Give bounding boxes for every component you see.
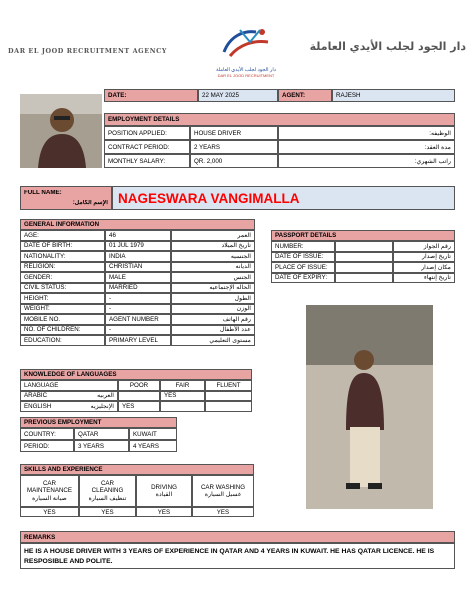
lang-header: POOR bbox=[118, 380, 160, 391]
general-label: GENDER: bbox=[20, 272, 105, 283]
passport-ar: تاريخ إنتهاء bbox=[393, 273, 455, 284]
lang-ar: الإنجليزيه bbox=[90, 402, 114, 410]
general-table bbox=[20, 230, 255, 346]
passport-value bbox=[335, 273, 393, 284]
general-ar: الجنسيه bbox=[171, 251, 255, 262]
agent-label: AGENT: bbox=[278, 89, 332, 102]
skill-name bbox=[136, 475, 192, 507]
lang-en: ENGLISH bbox=[24, 402, 52, 410]
previous-title: PREVIOUS EMPLOYMENT bbox=[20, 417, 177, 428]
date-agent-row bbox=[104, 89, 455, 102]
skill-line-1: DRIVING bbox=[151, 483, 177, 491]
lang-header: FLUENT bbox=[205, 380, 252, 391]
lang-fair bbox=[160, 401, 205, 412]
general-value: MARRIED bbox=[105, 283, 171, 294]
general-ar: الوزن bbox=[171, 304, 255, 315]
passport-value bbox=[335, 241, 393, 252]
employment-title: EMPLOYMENT DETAILS bbox=[104, 113, 455, 126]
full-name-label-box bbox=[20, 186, 112, 210]
previous-table bbox=[20, 428, 177, 452]
general-value: - bbox=[105, 304, 171, 315]
skill-ar: صيانة السيارة bbox=[32, 494, 67, 502]
passport-label: DATE OF ISSUE: bbox=[271, 252, 335, 263]
remarks-text: HE IS A HOUSE DRIVER WITH 3 YEARS OF EXPERIENCE IN QATAR AND 4 YEARS IN KUWAIT. HE HAS QATAR LICENCE. HE IS RESPOSIBLE AND POLITE. bbox=[24, 548, 435, 565]
general-label: DATE OF BIRTH: bbox=[20, 241, 105, 252]
passport-ar: رقم الجواز bbox=[393, 241, 455, 252]
general-ar: العمر bbox=[171, 230, 255, 241]
prev-value: KUWAIT bbox=[129, 428, 177, 440]
general-value: 01 JUL 1979 bbox=[105, 241, 171, 252]
skill-line-2: MAINTENANCE bbox=[26, 487, 73, 495]
passport-label: DATE OF EXPIRY: bbox=[271, 273, 335, 284]
general-label: NO. OF CHILDREN: bbox=[20, 325, 105, 336]
languages-title: KNOWLEDGE OF LANGUAGES bbox=[20, 369, 252, 380]
skill-value: YES bbox=[79, 507, 136, 517]
general-ar: عدد الأطفال bbox=[171, 325, 255, 336]
general-label: EDUCATION: bbox=[20, 335, 105, 346]
general-label: RELIGION: bbox=[20, 262, 105, 273]
passport-label: PLACE OF ISSUE: bbox=[271, 262, 335, 273]
lang-poor: YES bbox=[118, 401, 160, 412]
languages-table bbox=[20, 380, 252, 412]
lang-fair: YES bbox=[160, 391, 205, 402]
skill-ar: غسيل السيارة bbox=[204, 491, 242, 498]
general-value: MALE bbox=[105, 272, 171, 283]
prev-label: PERIOD: bbox=[20, 440, 74, 452]
general-value: - bbox=[105, 293, 171, 304]
skill-value: YES bbox=[136, 507, 192, 517]
emp-ar: الوظيفه: bbox=[278, 126, 455, 140]
prev-value: 4 YEARS bbox=[129, 440, 177, 452]
full-name-label: FULL NAME: bbox=[24, 190, 62, 196]
lang-poor bbox=[118, 391, 160, 402]
emp-value: HOUSE DRIVER bbox=[190, 126, 278, 140]
full-name-value-box bbox=[112, 186, 455, 210]
logo-caption-en: DAR EL JOOD RECRUITMENT bbox=[217, 73, 275, 78]
lang-header: LANGUAGE bbox=[20, 380, 118, 391]
emp-label: POSITION APPLIED: bbox=[104, 126, 190, 140]
general-label: CIVIL STATUS: bbox=[20, 283, 105, 294]
logo-icon bbox=[210, 22, 282, 62]
agent-value: RAJESH bbox=[332, 89, 455, 102]
passport-value bbox=[335, 252, 393, 263]
lang-name bbox=[20, 401, 118, 412]
general-ar: الجنس bbox=[171, 272, 255, 283]
passport-ar: تاريخ إصدار bbox=[393, 252, 455, 263]
skill-line-2: CLEANING bbox=[91, 487, 124, 495]
lang-fluent bbox=[205, 401, 252, 412]
general-value: - bbox=[105, 325, 171, 336]
lang-fluent bbox=[205, 391, 252, 402]
passport-ar: مكان إصدار bbox=[393, 262, 455, 273]
skill-line-1: CAR WASHING bbox=[200, 483, 246, 491]
emp-ar: راتب الشهري: bbox=[278, 154, 455, 168]
logo-caption-ar: دار الجود لجلب الأيدي العاملة bbox=[216, 67, 276, 73]
general-ar: تاريخ الميلاد bbox=[171, 241, 255, 252]
general-label: WEIGHT: bbox=[20, 304, 105, 315]
emp-label: CONTRACT PERIOD: bbox=[104, 140, 190, 154]
full-name-value: NAGESWARA VANGIMALLA bbox=[118, 190, 300, 206]
applicant-photo-small bbox=[20, 94, 102, 168]
general-value: 46 bbox=[105, 230, 171, 241]
lang-ar: العربيه bbox=[97, 392, 114, 400]
skill-line-1: CAR bbox=[100, 480, 115, 488]
prev-label: COUNTRY: bbox=[20, 428, 74, 440]
general-label: NATIONALITY: bbox=[20, 251, 105, 262]
skill-ar: القيادة bbox=[155, 491, 173, 498]
employment-table bbox=[104, 126, 455, 168]
agency-name-ar: دار الجود لجلب الأيدي العاملة bbox=[309, 40, 466, 53]
general-value: INDIA bbox=[105, 251, 171, 262]
general-ar: مستوى التعليمي bbox=[171, 335, 255, 346]
general-value: PRIMARY LEVEL bbox=[105, 335, 171, 346]
full-name-label-ar: الإسم الكامل: bbox=[72, 200, 108, 206]
emp-value: QR. 2,000 bbox=[190, 154, 278, 168]
lang-name bbox=[20, 391, 118, 402]
skill-name bbox=[192, 475, 254, 507]
passport-value bbox=[335, 262, 393, 273]
remarks-box bbox=[20, 543, 455, 569]
agency-name-en: DAR EL JOOD RECRUITMENT AGENCY bbox=[8, 47, 167, 55]
general-ar: الحاله الإجتماعيه bbox=[171, 283, 255, 294]
passport-table bbox=[271, 241, 455, 283]
emp-value: 2 YEARS bbox=[190, 140, 278, 154]
skill-line-1: CAR bbox=[42, 480, 57, 488]
general-ar: رقم الهاتف bbox=[171, 314, 255, 325]
general-ar: الديانه bbox=[171, 262, 255, 273]
agency-logo bbox=[210, 22, 282, 80]
skills-title: SKILLS AND EXPERIENCE bbox=[20, 464, 254, 475]
general-value: AGENT NUMBER bbox=[105, 314, 171, 325]
general-value: CHRISTIAN bbox=[105, 262, 171, 273]
date-value: 22 MAY 2025 bbox=[198, 89, 278, 102]
skill-name bbox=[20, 475, 79, 507]
emp-label: MONTHLY SALARY: bbox=[104, 154, 190, 168]
skill-value: YES bbox=[20, 507, 79, 517]
passport-title: PASSPORT DETAILS bbox=[271, 230, 455, 241]
emp-ar: مدة العقد: bbox=[278, 140, 455, 154]
skill-name bbox=[79, 475, 136, 507]
skill-ar: تنظيف السيارة bbox=[88, 494, 127, 502]
passport-label: NUMBER: bbox=[271, 241, 335, 252]
general-label: HEIGHT: bbox=[20, 293, 105, 304]
prev-value: 3 YEARS bbox=[74, 440, 129, 452]
skill-value: YES bbox=[192, 507, 254, 517]
general-title: GENERAL INFORMATION bbox=[20, 219, 255, 230]
lang-en: ARABIC bbox=[24, 392, 48, 400]
general-label: MOBILE NO. bbox=[20, 314, 105, 325]
remarks-title: REMARKS bbox=[20, 531, 455, 543]
prev-value: QATAR bbox=[74, 428, 129, 440]
applicant-photo-full bbox=[306, 305, 433, 509]
skills-table bbox=[20, 475, 254, 517]
general-label: AGE: bbox=[20, 230, 105, 241]
date-label: DATE: bbox=[104, 89, 198, 102]
general-ar: الطول bbox=[171, 293, 255, 304]
lang-header: FAIR bbox=[160, 380, 205, 391]
